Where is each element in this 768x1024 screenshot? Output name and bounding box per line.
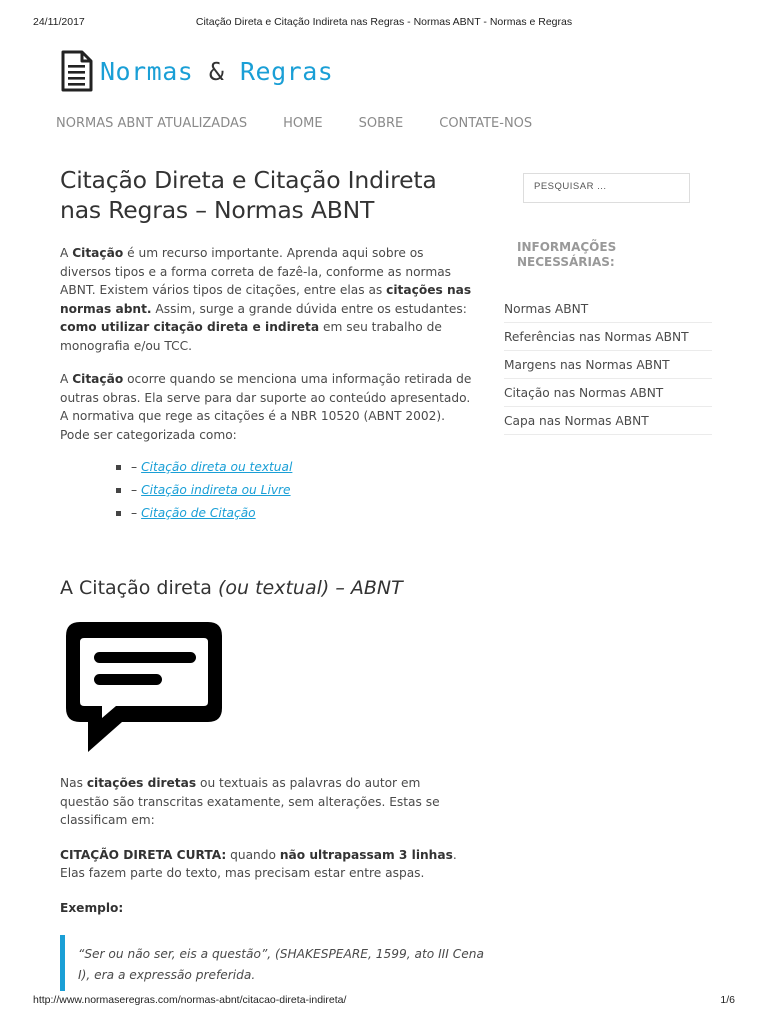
- sidebar-item: [504, 351, 712, 379]
- widget-title: [517, 240, 712, 270]
- sidebar: [504, 173, 712, 435]
- link-citacao-direta[interactable]: Citação direta ou textual: [141, 460, 293, 474]
- logo-word-regras: Regras: [240, 56, 334, 86]
- widget-title-line2: NECESSÁRIAS:: [517, 255, 615, 269]
- sidebar-item: [504, 407, 712, 435]
- bold-run: Citação: [72, 372, 124, 386]
- text-run: ou textuais as palavras do autor em questão são transcritas exatamente, sem alterações. Estas se classificam em:: [60, 776, 440, 827]
- sidebar-link-citacao[interactable]: Citação nas Normas ABNT: [504, 386, 664, 400]
- sidebar-link-normas-abnt[interactable]: Normas ABNT: [504, 302, 589, 316]
- text-run: em seu trabalho de monografia e/ou TCC.: [60, 320, 442, 353]
- sidebar-item: [504, 379, 712, 407]
- print-date: 24/11/2017: [33, 16, 85, 28]
- sidebar-link-margens[interactable]: Margens nas Normas ABNT: [504, 358, 670, 372]
- example-label: [60, 899, 472, 918]
- text-run: Nas: [60, 776, 87, 790]
- bold-run: CITAÇÃO DIRETA CURTA:: [60, 847, 227, 862]
- definition-paragraph: [60, 370, 472, 444]
- logo-text: [100, 57, 333, 86]
- text-run: ocorre quando se menciona uma informação retirada de outras obras. Ela serve para dar suporte ao conteúdo apresentado. A normativa que rege as citações é a NBR 10520 (ABNT 2002). Pode ser categorizada como:: [60, 372, 472, 442]
- text-run: quando: [226, 847, 280, 862]
- widget-title-line1: INFORMAÇÕES: [517, 240, 617, 254]
- sidebar-link-referencias[interactable]: Referências nas Normas ABNT: [504, 330, 689, 344]
- bold-run: Citação: [72, 246, 124, 260]
- dash: –: [131, 483, 138, 497]
- bold-run: Exemplo:: [60, 900, 124, 915]
- short-citation-paragraph: [60, 846, 472, 883]
- site-logo[interactable]: [60, 50, 333, 92]
- sidebar-links: [504, 295, 712, 435]
- text-run: A: [60, 246, 73, 260]
- speech-bubble-image: [60, 616, 230, 756]
- intro-paragraph: [60, 244, 472, 355]
- article: [60, 165, 484, 991]
- logo-ampersand: &: [208, 56, 225, 86]
- speech-bubble-icon: [60, 616, 230, 756]
- page-number: 1/6: [720, 994, 735, 1006]
- dash: –: [131, 506, 138, 520]
- text-run: . Elas fazem parte do texto, mas precisam estar entre aspas.: [60, 847, 457, 880]
- bold-run: como utilizar citação direta e indireta: [60, 320, 320, 334]
- print-header: [33, 16, 735, 30]
- text-run: A: [60, 372, 73, 386]
- bold-run: não ultrapassam 3 linhas: [279, 847, 453, 862]
- link-citacao-indireta[interactable]: Citação indireta ou Livre: [141, 483, 291, 497]
- article-title: [60, 165, 472, 225]
- list-item: [116, 502, 472, 525]
- print-url: http://www.normaseregras.com/normas-abnt/citacao-direta-indireta/: [33, 994, 347, 1006]
- article-title-line2: nas Regras – Normas ABNT: [60, 196, 375, 224]
- sidebar-item: [504, 323, 712, 351]
- direct-citation-paragraph: [60, 774, 472, 830]
- list-item: [116, 456, 472, 479]
- sidebar-link-capa[interactable]: Capa nas Normas ABNT: [504, 414, 649, 428]
- heading-normal: A Citação direta: [60, 577, 218, 599]
- text-run: é um recurso importante. Aprenda aqui sobre os diversos tipos e a forma correta de fazê-la, conforme as normas ABNT. Existem vários tipos de citações, entre elas as: [60, 246, 452, 297]
- nav-item-contate-nos[interactable]: CONTATE-NOS: [439, 116, 533, 131]
- nav-item-sobre[interactable]: SOBRE: [358, 116, 404, 131]
- nav-item-normas-abnt-atualizadas[interactable]: NORMAS ABNT ATUALIZADAS: [56, 116, 248, 131]
- search-input[interactable]: PESQUISAR ...: [523, 173, 690, 203]
- nav-item-home[interactable]: HOME: [283, 116, 323, 131]
- heading-italic: (ou textual) – ABNT: [217, 577, 403, 599]
- list-item: [116, 479, 472, 502]
- link-citacao-de-citacao[interactable]: Citação de Citação: [141, 506, 256, 520]
- dash: –: [131, 460, 138, 474]
- print-title: Citação Direta e Citação Indireta nas Regras - Normas ABNT - Normas e Regras: [195, 16, 573, 28]
- article-title-line1: Citação Direta e Citação Indireta: [60, 166, 437, 194]
- category-list: [60, 456, 472, 525]
- example-blockquote: “Ser ou não ser, eis a questão”, (SHAKESPEARE, 1599, ato III Cena I), era a expressão preferida.: [60, 935, 490, 991]
- document-icon: [60, 50, 94, 92]
- bold-run: citações nas normas abnt.: [60, 283, 472, 316]
- main-nav: [56, 116, 568, 131]
- text-run: Assim, surge a grande dúvida entre os estudantes:: [151, 301, 467, 316]
- logo-word-normas: Normas: [100, 56, 194, 86]
- print-footer: [33, 994, 735, 1008]
- section-heading: [60, 577, 472, 599]
- bold-run: citações diretas: [86, 776, 197, 790]
- sidebar-item: [504, 295, 712, 323]
